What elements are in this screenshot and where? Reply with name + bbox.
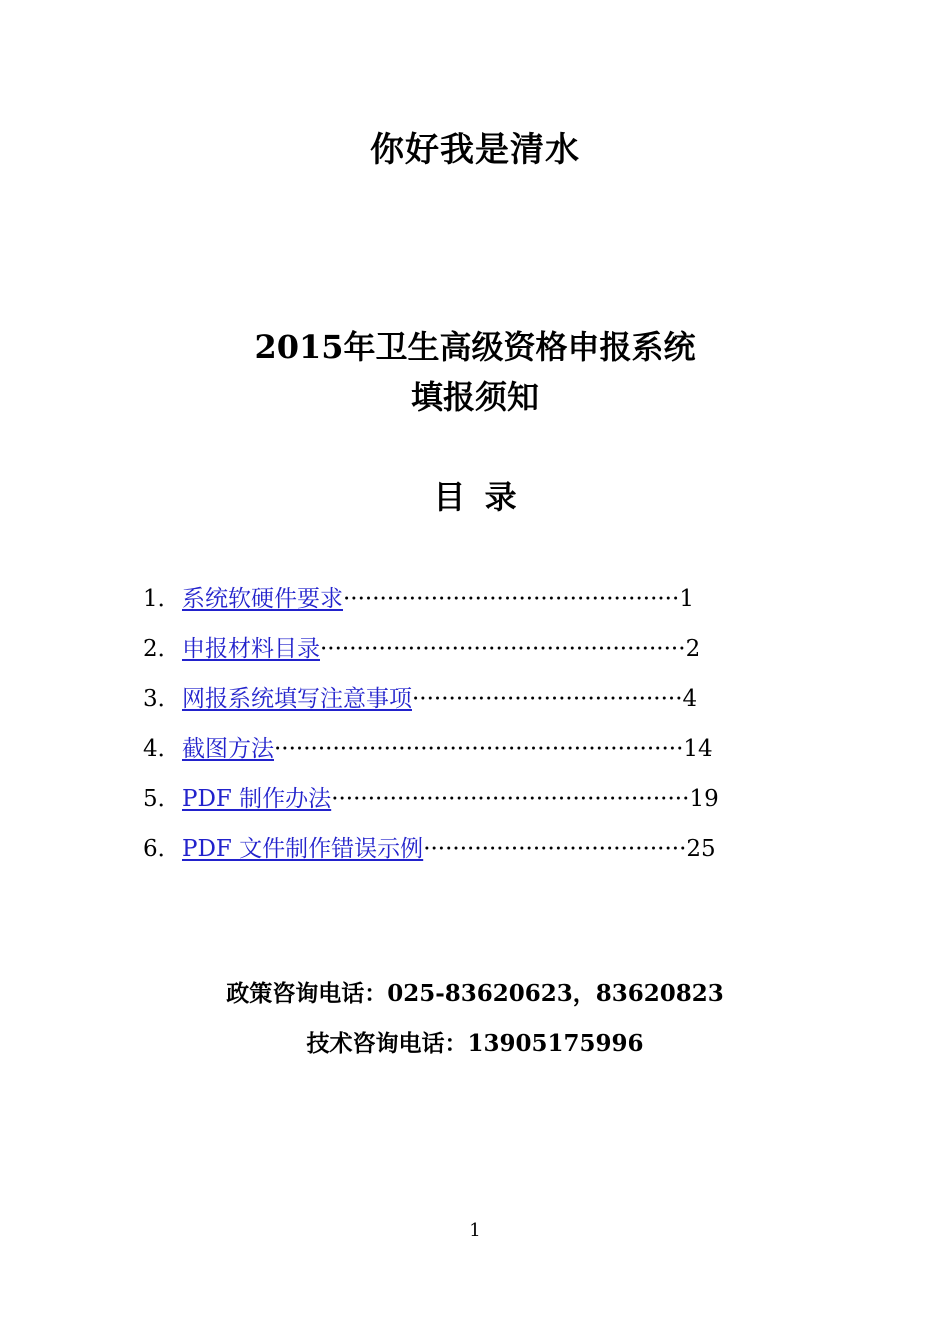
- toc-page-number: 14: [683, 736, 713, 762]
- toc-link-pdf-error-examples[interactable]: PDF 文件制作错误示例: [182, 836, 424, 862]
- toc-leader-dots: ························································: [274, 736, 684, 762]
- toc-item-6: [143, 824, 803, 874]
- toc-link-system-requirements[interactable]: 系统软硬件要求: [182, 586, 343, 612]
- toc-item-1: [143, 574, 803, 624]
- toc-page-number: 1: [679, 586, 694, 612]
- toc-link-pdf-method[interactable]: PDF 制作办法: [182, 786, 332, 812]
- toc-item-3: [143, 674, 803, 724]
- greeting-heading: 你好我是清水: [370, 130, 580, 170]
- toc-page-number: 2: [685, 636, 701, 662]
- toc-link-screenshot-method[interactable]: 截图方法: [182, 736, 274, 762]
- toc-page-number: 25: [686, 836, 716, 862]
- toc-item-4: [143, 724, 803, 774]
- toc-item-number: 4．: [143, 736, 181, 762]
- toc-leader-dots: ··················································: [320, 636, 686, 662]
- toc-item-number: 5．: [143, 786, 181, 812]
- toc-item-number: 6．: [143, 836, 181, 862]
- toc-heading: 目 录: [433, 478, 517, 516]
- footer-page-number: 1: [469, 1220, 481, 1241]
- document-title-line-2: 填报须知: [410, 378, 539, 416]
- document-title-line-1: 2015年卫生高级资格申报系统: [254, 328, 696, 366]
- toc-item-number: 3．: [143, 686, 181, 712]
- document-title: [0, 322, 950, 422]
- toc-page-number: 4: [682, 686, 698, 712]
- toc-page-number: 19: [689, 786, 719, 812]
- toc-item-2: [143, 624, 803, 674]
- toc-leader-dots: ····································: [423, 836, 687, 862]
- toc-link-filling-notes[interactable]: 网报系统填写注意事项: [182, 686, 412, 712]
- toc-leader-dots: ·····································: [412, 686, 683, 712]
- table-of-contents: [143, 574, 803, 874]
- policy-contact-line: 政策咨询电话：025-83620623，83620823: [226, 980, 724, 1007]
- toc-leader-dots: ·················································: [331, 786, 690, 812]
- toc-item-number: 1．: [143, 586, 181, 612]
- toc-item-number: 2．: [143, 636, 181, 662]
- toc-link-materials-list[interactable]: 申报材料目录: [182, 636, 320, 662]
- toc-item-5: [143, 774, 803, 824]
- tech-contact-line: 技术咨询电话：13905175996: [306, 1030, 644, 1057]
- toc-leader-dots: ··············································: [343, 586, 680, 612]
